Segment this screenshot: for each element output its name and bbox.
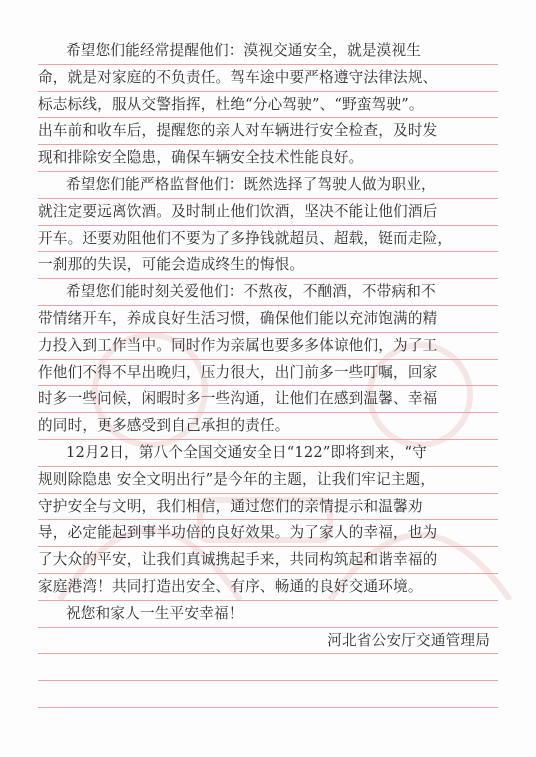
letter-line: 标志标线，服从交警指挥，杜绝“分心驾驶”、“野蛮驾驶”。 — [38, 92, 498, 119]
letter-body — [38, 38, 498, 708]
empty-ruled-line — [38, 654, 498, 681]
letter-line: 导，必定能起到事半功倍的良好效果。为了家人的幸福，也为 — [38, 520, 498, 547]
letter-line: 出车前和收车后，提醒您的亲人对车辆进行安全检查，及时发 — [38, 118, 498, 145]
letter-line: 家庭港湾！共同打造出安全、有序、畅通的良好交通环境。 — [38, 574, 498, 601]
letter-line: 就注定要远离饮酒。及时制止他们饮酒，坚决不能让他们酒后 — [38, 199, 498, 226]
empty-ruled-line — [38, 681, 498, 708]
letter-line: 希望您们能严格监督他们：既然选择了驾驶人做为职业， — [38, 172, 498, 199]
letter-line: 力投入到工作当中。同时作为亲属也要多多体谅他们，为了工 — [38, 333, 498, 360]
letter-line: 了大众的平安，让我们真诚携起手来，共同构筑起和谐幸福的 — [38, 547, 498, 574]
letter-line: 一刹那的失误，可能会造成终生的悔恨。 — [38, 252, 498, 279]
letter-line: 命，就是对家庭的不负责任。驾车途中要严格遵守法律法规、 — [38, 65, 498, 92]
letter-closing: 祝您和家人一生平安幸福！ — [38, 601, 498, 628]
letter-line: 作他们不得不早出晚归，压力很大，出门前多一些叮嘱，回家 — [38, 360, 498, 387]
letter-line: 带情绪开车，养成良好生活习惯，确保他们能以充沛饱满的精 — [38, 306, 498, 333]
letter-line: 希望您们能时刻关爱他们：不熬夜，不酗酒，不带病和不 — [38, 279, 498, 306]
letter-line: 开车。还要劝阻他们不要为了多挣钱就超员、超载，铤而走险， — [38, 226, 498, 253]
letter-line: 规则除隐患 安全文明出行”是今年的主题，让我们牢记主题， — [38, 467, 498, 494]
letter-line: 守护安全与文明，我们相信，通过您们的亲情提示和温馨劝 — [38, 494, 498, 521]
letter-line: 时多一些问候，闲暇时多一些沟通，让他们在感到温馨、幸福 — [38, 386, 498, 413]
letter-line: 的同时，更多感受到自己承担的责任。 — [38, 413, 498, 440]
letter-line: 12月2日，第八个全国交通安全日“122”即将到来，“守 — [38, 440, 498, 467]
letter-line: 现和排除安全隐患，确保车辆安全技术性能良好。 — [38, 145, 498, 172]
letter-signature: 河北省公安厅交通管理局 — [38, 628, 498, 655]
letter-line: 希望您们能经常提醒他们：漠视交通安全，就是漠视生 — [38, 38, 498, 65]
